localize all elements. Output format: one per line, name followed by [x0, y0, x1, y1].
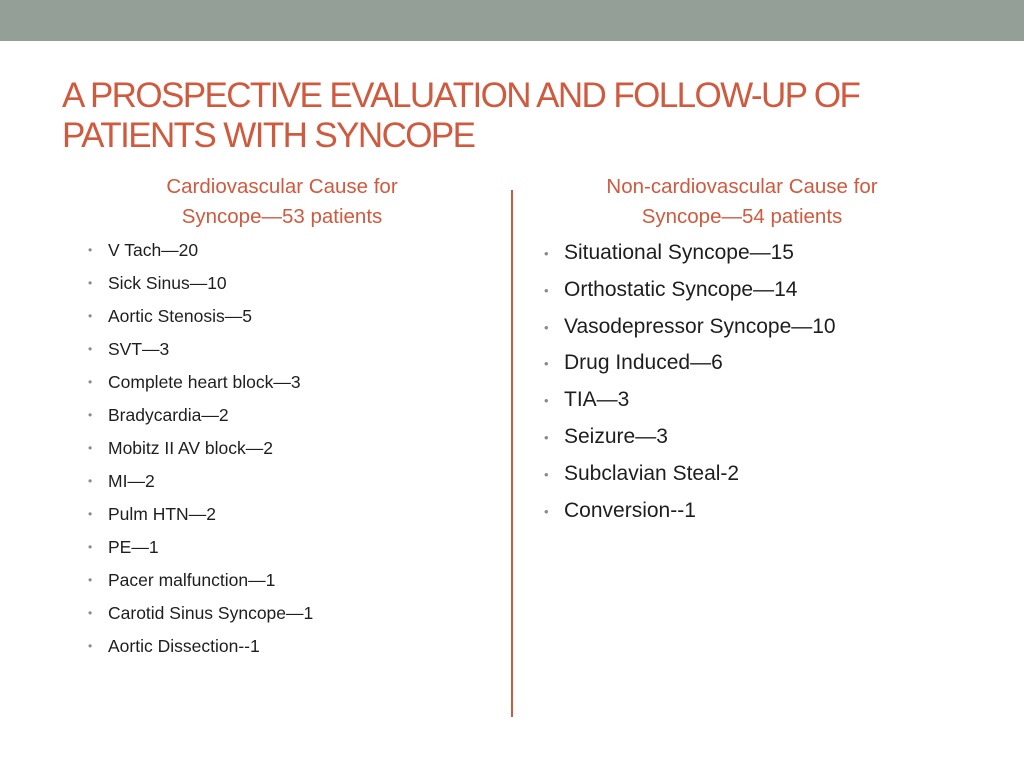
list-item [544, 348, 836, 385]
list-item [88, 303, 313, 336]
list-item-text: Sick Sinus—10 [108, 273, 227, 293]
list-item-text: Pacer malfunction—1 [108, 570, 276, 590]
bullet-icon: • [88, 309, 93, 323]
list-item-text: MI—2 [108, 471, 155, 491]
list-item [88, 369, 313, 402]
bullet-icon: • [88, 342, 93, 356]
list-item [544, 385, 836, 422]
list-item [88, 600, 313, 633]
bullet-icon: • [88, 441, 93, 455]
list-item [544, 422, 836, 459]
slide-title: A PROSPECTIVE EVALUATION AND FOLLOW-UP OF PATIENTS WITH SYNCOPE [62, 76, 860, 155]
bullet-icon: • [544, 319, 549, 335]
list-item-text: Situational Syncope—15 [564, 241, 794, 264]
list-item-text: Vasodepressor Syncope—10 [564, 314, 836, 338]
cardiovascular-heading-line1: Cardiovascular Cause for [166, 175, 398, 198]
list-item [88, 501, 313, 534]
cardiovascular-heading [100, 172, 464, 232]
bullet-icon: • [544, 356, 549, 372]
list-item-text: Orthostatic Syncope—14 [564, 277, 798, 301]
list-item [544, 312, 836, 349]
list-item [88, 270, 313, 303]
cardiovascular-heading-line2: Syncope—53 patients [181, 205, 383, 228]
list-item-text: V Tach—20 [108, 240, 199, 260]
list-item-text: PE—1 [108, 537, 159, 557]
list-item [544, 275, 836, 312]
bullet-icon: • [88, 408, 93, 422]
bullet-icon: • [544, 429, 549, 445]
list-item [544, 496, 836, 533]
list-item-text: Carotid Sinus Syncope—1 [108, 603, 314, 623]
list-item-text: Complete heart block—3 [108, 372, 301, 392]
list-item-text: SVT—3 [108, 339, 170, 359]
bullet-icon: • [88, 375, 93, 389]
list-item-text: Subclavian Steal-2 [564, 461, 740, 485]
bullet-icon: • [88, 573, 93, 587]
bullet-icon: • [88, 507, 93, 521]
bullet-icon: • [88, 540, 93, 554]
non-cardiovascular-heading [560, 172, 924, 232]
list-item-text: TIA—3 [564, 388, 630, 412]
list-item [88, 402, 313, 435]
top-accent-bar [0, 0, 1024, 41]
list-item-text: Aortic Stenosis—5 [108, 306, 252, 326]
bullet-icon: • [88, 606, 93, 620]
list-item [88, 633, 313, 666]
bullet-icon: • [544, 246, 549, 261]
bullet-icon: • [544, 503, 549, 519]
bullet-icon: • [544, 393, 549, 409]
list-item-text: Conversion--1 [564, 498, 696, 522]
bullet-icon: • [88, 243, 93, 257]
list-item-text: Seizure—3 [564, 424, 668, 448]
list-item [544, 238, 836, 275]
list-item-text: Mobitz II AV block—2 [108, 438, 274, 458]
bullet-icon: • [544, 466, 549, 482]
list-item-text: Pulm HTN—2 [108, 504, 216, 524]
bullet-icon: • [88, 276, 93, 290]
list-item [88, 534, 313, 567]
column-divider [511, 190, 513, 717]
list-item-text: Aortic Dissection--1 [108, 636, 260, 656]
list-item [88, 468, 313, 501]
list-item [88, 336, 313, 369]
list-item [544, 459, 836, 496]
bullet-icon: • [88, 474, 93, 488]
cardiovascular-cause-list [88, 237, 313, 666]
list-item [88, 435, 313, 468]
bullet-icon: • [544, 282, 549, 298]
list-item-text: Bradycardia—2 [108, 405, 229, 425]
bullet-icon: • [88, 639, 93, 653]
list-item-text: Drug Induced—6 [564, 351, 723, 375]
list-item [88, 567, 313, 600]
non-cardiovascular-heading-line1: Non-cardiovascular Cause for [606, 175, 878, 198]
list-item [88, 237, 313, 270]
non-cardiovascular-heading-line2: Syncope—54 patients [641, 205, 843, 228]
non-cardiovascular-cause-list [544, 238, 836, 532]
